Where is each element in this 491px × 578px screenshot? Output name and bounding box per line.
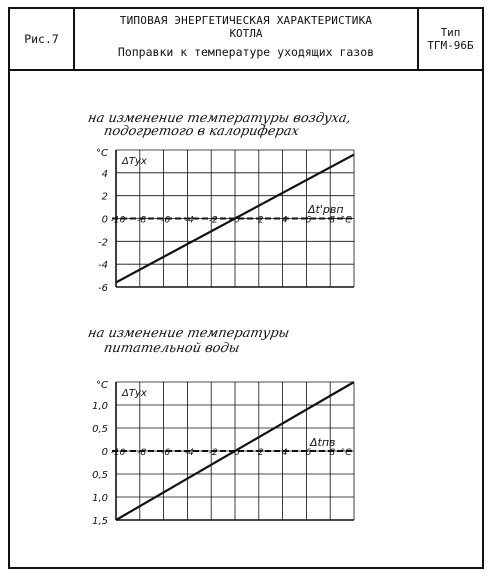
type-value: ТГМ-96Б (427, 39, 474, 52)
chart2-x-tick-label: -10 (110, 448, 126, 458)
chart1-x-tick-label: -8 (137, 215, 147, 226)
chart1-x-tick-label: -4 (184, 215, 194, 226)
figure-label: Рис.7 (24, 32, 59, 46)
chart2-x-tick-label: -4 (184, 448, 194, 458)
chart2-y-unit: °C (96, 380, 108, 391)
chart2-x-tick-label: -2 (208, 448, 218, 458)
chart1-y-tick-label: 2 (101, 191, 108, 203)
chart1-y-unit: °C (96, 148, 108, 159)
chart1-x-tick-label: -2 (208, 215, 218, 226)
chart2-y-tick-label: 1,0 (92, 401, 108, 412)
chart1-y-tick-label: -4 (98, 260, 108, 272)
title-line-2: КОТЛА (229, 27, 263, 40)
chart1-x-tick-label: 8 (329, 215, 336, 226)
chart1-x-tick-label: 0 (234, 215, 240, 226)
chart1-y-tick-label: -2 (98, 237, 108, 249)
chart2-x-tick-label: 8 (329, 448, 336, 458)
chart2-y-tick-label: 1,0 (92, 493, 108, 504)
chart2-x-tick-label: 2 (257, 448, 264, 458)
chart1-caption-line-1: на изменение температуры воздуха, (86, 111, 353, 126)
title-line-1: ТИПОВАЯ ЭНЕРГЕТИЧЕСКАЯ ХАРАКТЕРИСТИКА (119, 14, 373, 27)
chart1-y-tick-label: -6 (98, 283, 108, 294)
chart2-x-tick-label: -6 (161, 448, 171, 458)
subtitle: Поправки к температуре уходящих газов (117, 45, 375, 59)
chart2-x-tick-label: 4 (281, 448, 288, 458)
chart1-y-tick-label: 0 (101, 214, 108, 226)
chart1-caption-line-2: подогретого в калориферах (102, 124, 301, 139)
chart2-x-label: Δtпв (310, 436, 336, 449)
chart2-y-tick-label: 1,5 (92, 516, 108, 527)
chart1-x-tick-label: -10 (110, 215, 126, 226)
chart2-caption-line-2: питательной воды (102, 341, 241, 356)
chart2-y-tick-label: 0 (101, 447, 108, 458)
chart1-x-tick-label: 6 (305, 215, 312, 226)
chart2-x-unit: °C (340, 448, 352, 458)
chart2-x-tick-label: 0 (234, 448, 240, 458)
chart2-y-tick-label: 0,5 (92, 424, 108, 435)
chart1-x-unit: °C (340, 215, 352, 226)
chart2-x-tick-label: 6 (305, 448, 312, 458)
chart1-x-label: Δt'рвп (308, 203, 344, 216)
chart1-y-tick-label: 4 (101, 168, 108, 180)
chart2-y-label: ΔTух (122, 388, 147, 399)
type-label: Тип (440, 26, 461, 39)
chart1-y-label: ΔTух (122, 156, 147, 167)
chart1-x-tick-label: -6 (161, 215, 171, 226)
chart2-x-tick-label: -8 (137, 448, 147, 458)
chart2-caption-line-1: на изменение температуры (86, 326, 291, 341)
chart2-y-tick-label: 0,5 (92, 470, 108, 481)
chart1-x-tick-label: 4 (281, 215, 288, 226)
chart1-x-tick-label: 2 (257, 215, 264, 226)
